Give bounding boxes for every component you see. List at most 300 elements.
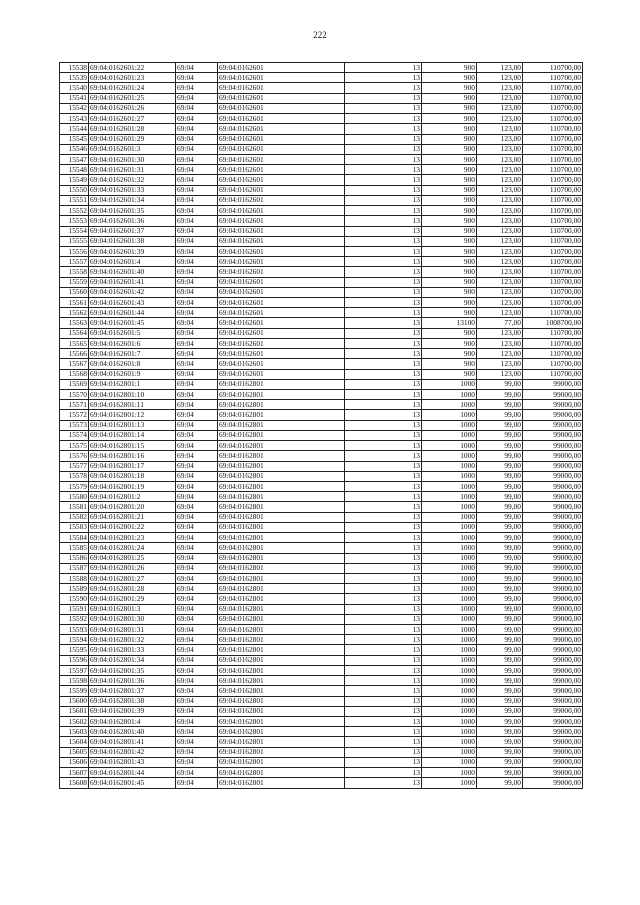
cadastral-number: 69:04:0162801:2 bbox=[89, 492, 176, 502]
rate-value: 123,00 bbox=[477, 103, 523, 113]
area-value: 1000 bbox=[422, 390, 477, 400]
row-number: 15591 bbox=[60, 604, 89, 614]
quarter-number: 69:04:0162801 bbox=[218, 390, 345, 400]
area-value: 1000 bbox=[422, 645, 477, 655]
total-value: 110700,00 bbox=[523, 277, 583, 287]
quarter-number: 69:04:0162601 bbox=[218, 246, 345, 256]
cadastral-number: 69:04:0162801:41 bbox=[89, 737, 176, 747]
row-number: 15607 bbox=[60, 768, 89, 778]
area-value: 900 bbox=[422, 257, 477, 267]
category-code: 13 bbox=[345, 175, 422, 185]
category-code: 13 bbox=[345, 206, 422, 216]
total-value: 99000,00 bbox=[523, 553, 583, 563]
quarter-number: 69:04:0162601 bbox=[218, 338, 345, 348]
area-value: 1000 bbox=[422, 737, 477, 747]
total-value: 99000,00 bbox=[523, 522, 583, 532]
quarter-number: 69:04:0162801 bbox=[218, 594, 345, 604]
category-code: 13 bbox=[345, 471, 422, 481]
cadastral-number: 69:04:0162601:24 bbox=[89, 83, 176, 93]
total-value: 99000,00 bbox=[523, 594, 583, 604]
table-row bbox=[60, 573, 583, 583]
rate-value: 123,00 bbox=[477, 73, 523, 83]
total-value: 110700,00 bbox=[523, 185, 583, 195]
district-code: 69:04 bbox=[176, 328, 218, 338]
rate-value: 123,00 bbox=[477, 226, 523, 236]
district-code: 69:04 bbox=[176, 625, 218, 635]
rate-value: 99,00 bbox=[477, 778, 523, 788]
district-code: 69:04 bbox=[176, 420, 218, 430]
page-number: 222 bbox=[313, 30, 327, 40]
category-code: 13 bbox=[345, 778, 422, 788]
table-row bbox=[60, 349, 583, 359]
cadastral-number: 69:04:0162801:13 bbox=[89, 420, 176, 430]
rate-value: 99,00 bbox=[477, 492, 523, 502]
row-number: 15582 bbox=[60, 512, 89, 522]
category-code: 13 bbox=[345, 338, 422, 348]
category-code: 13 bbox=[345, 625, 422, 635]
quarter-number: 69:04:0162801 bbox=[218, 410, 345, 420]
area-value: 1000 bbox=[422, 625, 477, 635]
rate-value: 123,00 bbox=[477, 257, 523, 267]
total-value: 99000,00 bbox=[523, 573, 583, 583]
table-row bbox=[60, 277, 583, 287]
table-row bbox=[60, 298, 583, 308]
quarter-number: 69:04:0162601 bbox=[218, 185, 345, 195]
rate-value: 99,00 bbox=[477, 451, 523, 461]
table-row bbox=[60, 665, 583, 675]
row-number: 15588 bbox=[60, 573, 89, 583]
area-value: 1000 bbox=[422, 686, 477, 696]
rate-value: 99,00 bbox=[477, 706, 523, 716]
area-value: 1000 bbox=[422, 522, 477, 532]
district-code: 69:04 bbox=[176, 103, 218, 113]
total-value: 99000,00 bbox=[523, 430, 583, 440]
table-row bbox=[60, 154, 583, 164]
area-value: 900 bbox=[422, 134, 477, 144]
total-value: 110700,00 bbox=[523, 369, 583, 379]
rate-value: 123,00 bbox=[477, 216, 523, 226]
rate-value: 99,00 bbox=[477, 768, 523, 778]
total-value: 99000,00 bbox=[523, 778, 583, 788]
table-row bbox=[60, 747, 583, 757]
area-value: 900 bbox=[422, 338, 477, 348]
cadastral-number: 69:04:0162601:35 bbox=[89, 206, 176, 216]
total-value: 99000,00 bbox=[523, 747, 583, 757]
row-number: 15552 bbox=[60, 206, 89, 216]
district-code: 69:04 bbox=[176, 686, 218, 696]
area-value: 900 bbox=[422, 298, 477, 308]
table-row bbox=[60, 676, 583, 686]
area-value: 900 bbox=[422, 267, 477, 277]
row-number: 15597 bbox=[60, 665, 89, 675]
table-row bbox=[60, 185, 583, 195]
total-value: 110700,00 bbox=[523, 206, 583, 216]
cadastral-number: 69:04:0162601:44 bbox=[89, 308, 176, 318]
quarter-number: 69:04:0162801 bbox=[218, 706, 345, 716]
total-value: 99000,00 bbox=[523, 461, 583, 471]
district-code: 69:04 bbox=[176, 359, 218, 369]
category-code: 13 bbox=[345, 226, 422, 236]
table-row bbox=[60, 257, 583, 267]
quarter-number: 69:04:0162801 bbox=[218, 563, 345, 573]
row-number: 15589 bbox=[60, 584, 89, 594]
cadastral-number: 69:04:0162801:38 bbox=[89, 696, 176, 706]
row-number: 15546 bbox=[60, 144, 89, 154]
cadastral-number: 69:04:0162801:4 bbox=[89, 717, 176, 727]
category-code: 13 bbox=[345, 267, 422, 277]
district-code: 69:04 bbox=[176, 522, 218, 532]
category-code: 13 bbox=[345, 287, 422, 297]
category-code: 13 bbox=[345, 553, 422, 563]
district-code: 69:04 bbox=[176, 778, 218, 788]
rate-value: 123,00 bbox=[477, 83, 523, 93]
quarter-number: 69:04:0162601 bbox=[218, 134, 345, 144]
cadastral-number: 69:04:0162801:27 bbox=[89, 573, 176, 583]
quarter-number: 69:04:0162801 bbox=[218, 665, 345, 675]
table-row bbox=[60, 379, 583, 389]
rate-value: 99,00 bbox=[477, 614, 523, 624]
district-code: 69:04 bbox=[176, 451, 218, 461]
rate-value: 123,00 bbox=[477, 349, 523, 359]
area-value: 1000 bbox=[422, 451, 477, 461]
category-code: 13 bbox=[345, 114, 422, 124]
table-row bbox=[60, 206, 583, 216]
row-number: 15548 bbox=[60, 165, 89, 175]
rate-value: 99,00 bbox=[477, 686, 523, 696]
row-number: 15606 bbox=[60, 757, 89, 767]
table-row bbox=[60, 706, 583, 716]
category-code: 13 bbox=[345, 134, 422, 144]
cadastral-number: 69:04:0162801:45 bbox=[89, 778, 176, 788]
district-code: 69:04 bbox=[176, 257, 218, 267]
table-row bbox=[60, 614, 583, 624]
district-code: 69:04 bbox=[176, 553, 218, 563]
table-row bbox=[60, 246, 583, 256]
cadastral-number: 69:04:0162801:16 bbox=[89, 451, 176, 461]
rate-value: 99,00 bbox=[477, 645, 523, 655]
total-value: 110700,00 bbox=[523, 298, 583, 308]
cadastral-number: 69:04:0162601:34 bbox=[89, 195, 176, 205]
category-code: 13 bbox=[345, 492, 422, 502]
total-value: 99000,00 bbox=[523, 757, 583, 767]
area-value: 1000 bbox=[422, 717, 477, 727]
area-value: 1000 bbox=[422, 400, 477, 410]
district-code: 69:04 bbox=[176, 645, 218, 655]
rate-value: 99,00 bbox=[477, 737, 523, 747]
category-code: 13 bbox=[345, 604, 422, 614]
table-row bbox=[60, 175, 583, 185]
area-value: 900 bbox=[422, 308, 477, 318]
area-value: 900 bbox=[422, 165, 477, 175]
table-row bbox=[60, 124, 583, 134]
table-row bbox=[60, 359, 583, 369]
area-value: 900 bbox=[422, 246, 477, 256]
category-code: 13 bbox=[345, 410, 422, 420]
table-row bbox=[60, 461, 583, 471]
district-code: 69:04 bbox=[176, 543, 218, 553]
row-number: 15569 bbox=[60, 379, 89, 389]
total-value: 110700,00 bbox=[523, 73, 583, 83]
area-value: 1000 bbox=[422, 604, 477, 614]
district-code: 69:04 bbox=[176, 277, 218, 287]
cadastral-number: 69:04:0162801:1 bbox=[89, 379, 176, 389]
cadastral-number: 69:04:0162801:30 bbox=[89, 614, 176, 624]
quarter-number: 69:04:0162601 bbox=[218, 144, 345, 154]
area-value: 1000 bbox=[422, 778, 477, 788]
total-value: 99000,00 bbox=[523, 563, 583, 573]
category-code: 13 bbox=[345, 573, 422, 583]
table-row bbox=[60, 655, 583, 665]
total-value: 110700,00 bbox=[523, 328, 583, 338]
row-number: 15568 bbox=[60, 369, 89, 379]
district-code: 69:04 bbox=[176, 410, 218, 420]
district-code: 69:04 bbox=[176, 349, 218, 359]
total-value: 110700,00 bbox=[523, 359, 583, 369]
category-code: 13 bbox=[345, 349, 422, 359]
district-code: 69:04 bbox=[176, 563, 218, 573]
quarter-number: 69:04:0162801 bbox=[218, 696, 345, 706]
category-code: 13 bbox=[345, 400, 422, 410]
table-row bbox=[60, 563, 583, 573]
district-code: 69:04 bbox=[176, 195, 218, 205]
cadastral-number: 69:04:0162601:38 bbox=[89, 236, 176, 246]
table-row bbox=[60, 645, 583, 655]
quarter-number: 69:04:0162601 bbox=[218, 349, 345, 359]
total-value: 110700,00 bbox=[523, 144, 583, 154]
table-row bbox=[60, 103, 583, 113]
table-row bbox=[60, 114, 583, 124]
area-value: 900 bbox=[422, 328, 477, 338]
quarter-number: 69:04:0162601 bbox=[218, 124, 345, 134]
district-code: 69:04 bbox=[176, 83, 218, 93]
district-code: 69:04 bbox=[176, 635, 218, 645]
row-number: 15560 bbox=[60, 287, 89, 297]
rate-value: 123,00 bbox=[477, 267, 523, 277]
cadastral-number: 69:04:0162601:40 bbox=[89, 267, 176, 277]
total-value: 99000,00 bbox=[523, 492, 583, 502]
quarter-number: 69:04:0162601 bbox=[218, 318, 345, 328]
row-number: 15594 bbox=[60, 635, 89, 645]
area-value: 1000 bbox=[422, 553, 477, 563]
row-number: 15547 bbox=[60, 154, 89, 164]
table-row bbox=[60, 768, 583, 778]
area-value: 1000 bbox=[422, 461, 477, 471]
row-number: 15608 bbox=[60, 778, 89, 788]
row-number: 15599 bbox=[60, 686, 89, 696]
district-code: 69:04 bbox=[176, 727, 218, 737]
total-value: 110700,00 bbox=[523, 114, 583, 124]
quarter-number: 69:04:0162801 bbox=[218, 441, 345, 451]
quarter-number: 69:04:0162601 bbox=[218, 308, 345, 318]
row-number: 15590 bbox=[60, 594, 89, 604]
total-value: 99000,00 bbox=[523, 481, 583, 491]
table-row bbox=[60, 430, 583, 440]
cadastral-number: 69:04:0162801:23 bbox=[89, 533, 176, 543]
category-code: 13 bbox=[345, 369, 422, 379]
rate-value: 123,00 bbox=[477, 328, 523, 338]
row-number: 15573 bbox=[60, 420, 89, 430]
total-value: 99000,00 bbox=[523, 614, 583, 624]
cadastral-number: 69:04:0162601:8 bbox=[89, 359, 176, 369]
row-number: 15581 bbox=[60, 502, 89, 512]
row-number: 15570 bbox=[60, 390, 89, 400]
quarter-number: 69:04:0162601 bbox=[218, 73, 345, 83]
row-number: 15553 bbox=[60, 216, 89, 226]
row-number: 15593 bbox=[60, 625, 89, 635]
area-value: 900 bbox=[422, 216, 477, 226]
row-number: 15604 bbox=[60, 737, 89, 747]
table-row bbox=[60, 63, 583, 73]
quarter-number: 69:04:0162801 bbox=[218, 553, 345, 563]
rate-value: 123,00 bbox=[477, 369, 523, 379]
cadastral-number: 69:04:0162601:28 bbox=[89, 124, 176, 134]
area-value: 1000 bbox=[422, 696, 477, 706]
rate-value: 123,00 bbox=[477, 63, 523, 73]
cadastral-number: 69:04:0162801:42 bbox=[89, 747, 176, 757]
quarter-number: 69:04:0162801 bbox=[218, 461, 345, 471]
district-code: 69:04 bbox=[176, 246, 218, 256]
cadastral-number: 69:04:0162601:23 bbox=[89, 73, 176, 83]
cadastral-number: 69:04:0162601:5 bbox=[89, 328, 176, 338]
district-code: 69:04 bbox=[176, 185, 218, 195]
district-code: 69:04 bbox=[176, 369, 218, 379]
quarter-number: 69:04:0162601 bbox=[218, 175, 345, 185]
table-row bbox=[60, 492, 583, 502]
table-row bbox=[60, 410, 583, 420]
rate-value: 99,00 bbox=[477, 379, 523, 389]
district-code: 69:04 bbox=[176, 594, 218, 604]
category-code: 13 bbox=[345, 103, 422, 113]
quarter-number: 69:04:0162801 bbox=[218, 604, 345, 614]
rate-value: 99,00 bbox=[477, 717, 523, 727]
quarter-number: 69:04:0162601 bbox=[218, 298, 345, 308]
cadastral-number: 69:04:0162601:43 bbox=[89, 298, 176, 308]
row-number: 15555 bbox=[60, 236, 89, 246]
district-code: 69:04 bbox=[176, 717, 218, 727]
area-value: 1000 bbox=[422, 614, 477, 624]
row-number: 15598 bbox=[60, 676, 89, 686]
category-code: 13 bbox=[345, 277, 422, 287]
district-code: 69:04 bbox=[176, 747, 218, 757]
district-code: 69:04 bbox=[176, 379, 218, 389]
rate-value: 123,00 bbox=[477, 134, 523, 144]
quarter-number: 69:04:0162601 bbox=[218, 103, 345, 113]
category-code: 13 bbox=[345, 216, 422, 226]
table-row bbox=[60, 83, 583, 93]
area-value: 1000 bbox=[422, 441, 477, 451]
total-value: 99000,00 bbox=[523, 655, 583, 665]
rate-value: 99,00 bbox=[477, 665, 523, 675]
table-row bbox=[60, 584, 583, 594]
total-value: 110700,00 bbox=[523, 103, 583, 113]
table-row bbox=[60, 236, 583, 246]
area-value: 1000 bbox=[422, 563, 477, 573]
district-code: 69:04 bbox=[176, 144, 218, 154]
category-code: 13 bbox=[345, 185, 422, 195]
table-row bbox=[60, 717, 583, 727]
quarter-number: 69:04:0162801 bbox=[218, 481, 345, 491]
quarter-number: 69:04:0162801 bbox=[218, 471, 345, 481]
quarter-number: 69:04:0162801 bbox=[218, 655, 345, 665]
row-number: 15596 bbox=[60, 655, 89, 665]
table-row bbox=[60, 93, 583, 103]
rate-value: 123,00 bbox=[477, 93, 523, 103]
area-value: 1000 bbox=[422, 481, 477, 491]
total-value: 99000,00 bbox=[523, 625, 583, 635]
district-code: 69:04 bbox=[176, 676, 218, 686]
cadastral-number: 69:04:0162601:36 bbox=[89, 216, 176, 226]
district-code: 69:04 bbox=[176, 400, 218, 410]
row-number: 15565 bbox=[60, 338, 89, 348]
row-number: 15562 bbox=[60, 308, 89, 318]
total-value: 110700,00 bbox=[523, 165, 583, 175]
row-number: 15585 bbox=[60, 543, 89, 553]
cadastral-number: 69:04:0162601:32 bbox=[89, 175, 176, 185]
cadastral-number: 69:04:0162801:40 bbox=[89, 727, 176, 737]
row-number: 15580 bbox=[60, 492, 89, 502]
row-number: 15561 bbox=[60, 298, 89, 308]
table-row bbox=[60, 328, 583, 338]
category-code: 13 bbox=[345, 430, 422, 440]
rate-value: 99,00 bbox=[477, 655, 523, 665]
category-code: 13 bbox=[345, 154, 422, 164]
table-row bbox=[60, 216, 583, 226]
rate-value: 99,00 bbox=[477, 400, 523, 410]
area-value: 900 bbox=[422, 154, 477, 164]
area-value: 900 bbox=[422, 206, 477, 216]
category-code: 13 bbox=[345, 614, 422, 624]
quarter-number: 69:04:0162601 bbox=[218, 154, 345, 164]
cadastral-number: 69:04:0162801:3 bbox=[89, 604, 176, 614]
cadastral-number: 69:04:0162801:44 bbox=[89, 768, 176, 778]
total-value: 99000,00 bbox=[523, 676, 583, 686]
quarter-number: 69:04:0162801 bbox=[218, 717, 345, 727]
quarter-number: 69:04:0162801 bbox=[218, 747, 345, 757]
quarter-number: 69:04:0162801 bbox=[218, 614, 345, 624]
rate-value: 123,00 bbox=[477, 359, 523, 369]
district-code: 69:04 bbox=[176, 737, 218, 747]
area-value: 900 bbox=[422, 63, 477, 73]
rate-value: 123,00 bbox=[477, 206, 523, 216]
area-value: 900 bbox=[422, 195, 477, 205]
total-value: 99000,00 bbox=[523, 400, 583, 410]
row-number: 15559 bbox=[60, 277, 89, 287]
category-code: 13 bbox=[345, 584, 422, 594]
row-number: 15541 bbox=[60, 93, 89, 103]
total-value: 99000,00 bbox=[523, 584, 583, 594]
rate-value: 99,00 bbox=[477, 533, 523, 543]
area-value: 900 bbox=[422, 349, 477, 359]
table-row bbox=[60, 543, 583, 553]
rate-value: 99,00 bbox=[477, 522, 523, 532]
cadastral-number: 69:04:0162801:39 bbox=[89, 706, 176, 716]
quarter-number: 69:04:0162601 bbox=[218, 257, 345, 267]
district-code: 69:04 bbox=[176, 492, 218, 502]
category-code: 13 bbox=[345, 73, 422, 83]
area-value: 1000 bbox=[422, 594, 477, 604]
table-row bbox=[60, 400, 583, 410]
area-value: 1000 bbox=[422, 512, 477, 522]
cadastral-number: 69:04:0162801:36 bbox=[89, 676, 176, 686]
rate-value: 99,00 bbox=[477, 625, 523, 635]
cadastral-number: 69:04:0162601:42 bbox=[89, 287, 176, 297]
total-value: 99000,00 bbox=[523, 471, 583, 481]
table-row bbox=[60, 308, 583, 318]
rate-value: 99,00 bbox=[477, 390, 523, 400]
district-code: 69:04 bbox=[176, 114, 218, 124]
total-value: 99000,00 bbox=[523, 737, 583, 747]
cadastral-number: 69:04:0162801:35 bbox=[89, 665, 176, 675]
